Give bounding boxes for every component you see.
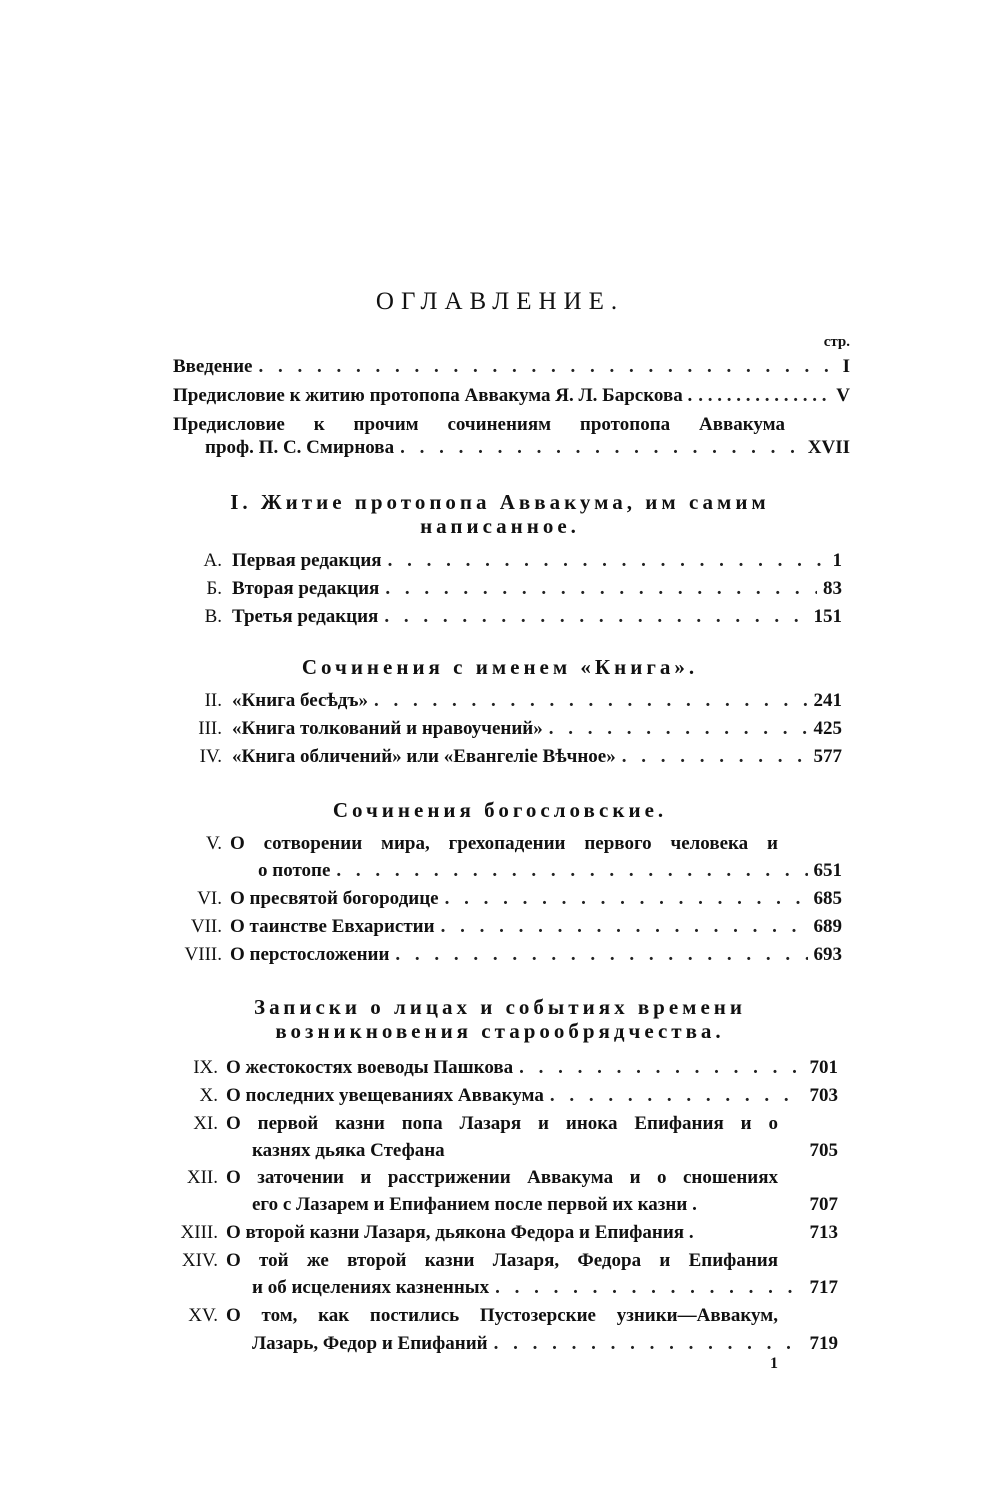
entry-page: 705 bbox=[809, 1140, 838, 1161]
page-column-header: стр. bbox=[823, 334, 850, 350]
section-heading-line2: возникновения старообрядчества. bbox=[275, 1019, 725, 1043]
entry-page: 713 bbox=[809, 1222, 838, 1243]
section-heading-notes bbox=[150, 995, 850, 1043]
entry-title: О последних увещеваниях Аввакума bbox=[226, 1085, 544, 1106]
entry-page: XVII bbox=[807, 437, 850, 458]
leader-dots bbox=[336, 860, 807, 882]
toc-entry-second-execution[interactable] bbox=[226, 1222, 838, 1244]
entry-page: 1 bbox=[832, 550, 842, 571]
leader-dots bbox=[622, 746, 808, 768]
entry-title: Вторая редакция bbox=[232, 578, 380, 599]
leader-dots bbox=[698, 385, 830, 407]
entry-page: 701 bbox=[809, 1057, 838, 1078]
toc-entry-exhortations[interactable] bbox=[226, 1085, 838, 1107]
entry-page: 707 bbox=[809, 1194, 838, 1215]
toc-entry-theotokos[interactable] bbox=[230, 888, 842, 910]
entry-number: III. bbox=[198, 718, 222, 739]
toc-entry-third-edition[interactable] bbox=[232, 606, 842, 628]
toc-entry-book-interpretations[interactable] bbox=[232, 718, 842, 740]
entry-title: и об исцелениях казненных bbox=[252, 1277, 490, 1298]
entry-number: VI. bbox=[197, 888, 222, 909]
signature-mark: 1 bbox=[770, 1355, 778, 1372]
entry-number: Б. bbox=[206, 578, 222, 599]
entry-number: VIII. bbox=[184, 944, 222, 965]
toc-entry-healings-line1[interactable]: О той же второй казни Лазаря, Федора и Епифания bbox=[226, 1250, 778, 1271]
toc-entry-introduction[interactable] bbox=[173, 356, 850, 378]
entry-number: V. bbox=[205, 833, 222, 854]
leader-dots bbox=[388, 550, 827, 572]
leader-dots bbox=[385, 578, 817, 600]
entry-title: проф. П. С. Смирнова bbox=[205, 437, 395, 458]
entry-title: «Книга обличений» или «Евангеліе Вѣчное» bbox=[232, 746, 616, 767]
entry-number: IV. bbox=[199, 746, 222, 767]
toc-entry-preface-barskov[interactable] bbox=[173, 385, 850, 407]
entry-number: А. bbox=[203, 550, 222, 571]
leader-dots bbox=[259, 356, 837, 378]
leader-dots bbox=[494, 1333, 804, 1355]
toc-entry-creation[interactable] bbox=[258, 860, 842, 882]
entry-title: Третья редакция bbox=[232, 606, 379, 627]
leader-dots bbox=[384, 606, 807, 628]
entry-number: IX. bbox=[193, 1057, 218, 1078]
entry-title: О жестокостях воеводы Пашкова bbox=[226, 1057, 514, 1078]
toc-entry-first-edition[interactable] bbox=[232, 550, 842, 572]
leader-dots bbox=[550, 1085, 804, 1107]
entry-title: Первая редакция bbox=[232, 550, 382, 571]
leader-dots bbox=[395, 944, 807, 966]
entry-title: «Книга бесѣдъ» bbox=[232, 690, 368, 711]
toc-entry-first-execution[interactable] bbox=[252, 1140, 838, 1162]
section-heading-line1: Записки о лицах и событиях времени bbox=[253, 995, 746, 1019]
toc-entry-first-execution-line1[interactable]: О первой казни попа Лазаря и инока Епифания и о bbox=[226, 1113, 778, 1134]
leader-dots bbox=[445, 888, 808, 910]
toc-entry-sign-of-cross[interactable] bbox=[230, 944, 842, 966]
leader-dots bbox=[549, 718, 808, 740]
toc-entry-book-conversations[interactable] bbox=[232, 690, 842, 712]
toc-entry-preface-smirnov-line1[interactable]: Предисловие к прочим сочинениям протопопа Аввакума bbox=[173, 414, 785, 435]
section-heading-books: Сочинения с именем «Книга». bbox=[301, 655, 699, 679]
toc-entry-fasting-line1[interactable]: О том, как постились Пустозерские узники—Аввакум, bbox=[226, 1305, 778, 1326]
section-heading-theological: Сочинения богословские. bbox=[332, 798, 668, 822]
toc-entry-creation-line1[interactable]: О сотворении мира, грехопадении первого человека и bbox=[230, 833, 778, 854]
entry-page: 425 bbox=[813, 718, 842, 739]
entry-page: 693 bbox=[813, 944, 842, 965]
entry-title: «Книга толкований и нравоучений» bbox=[232, 718, 543, 739]
toc-entry-eucharist[interactable] bbox=[230, 916, 842, 938]
entry-number: XIII. bbox=[180, 1222, 218, 1243]
entry-title: О пресвятой богородице bbox=[230, 888, 439, 909]
entry-page: I bbox=[842, 356, 850, 377]
entry-title: О таинстве Евхаристии bbox=[230, 916, 435, 937]
leader-dots bbox=[495, 1277, 803, 1299]
toc-entry-pashkov[interactable] bbox=[226, 1057, 838, 1079]
entry-page: 685 bbox=[813, 888, 842, 909]
entry-title: Введение bbox=[173, 356, 253, 377]
entry-title: Лазарь, Федор и Епифаний bbox=[252, 1333, 488, 1354]
toc-entry-healings[interactable] bbox=[252, 1277, 838, 1299]
entry-page: 719 bbox=[809, 1333, 838, 1354]
entry-number: XV. bbox=[188, 1305, 218, 1326]
entry-page: 703 bbox=[809, 1085, 838, 1106]
entry-number: XII. bbox=[186, 1167, 218, 1188]
entry-page: 83 bbox=[823, 578, 842, 599]
leader-dots bbox=[400, 437, 802, 459]
section-heading-line2: написанное. bbox=[420, 514, 580, 538]
leader-dots bbox=[519, 1057, 803, 1079]
entry-page: 151 bbox=[813, 606, 842, 627]
toc-entry-preface-smirnov[interactable] bbox=[205, 437, 850, 459]
entry-title: Предисловие к житию протопопа Аввакума Я. Л. Барскова . bbox=[173, 385, 693, 406]
toc-entry-imprisonment-line1[interactable]: О заточении и расстрижении Аввакума и о сношениях bbox=[226, 1167, 778, 1188]
toc-entry-imprisonment[interactable] bbox=[252, 1194, 838, 1216]
entry-number: VII. bbox=[190, 916, 222, 937]
entry-page: 717 bbox=[809, 1277, 838, 1298]
toc-entry-fasting[interactable] bbox=[252, 1333, 838, 1355]
leader-dots bbox=[441, 916, 808, 938]
page-title: ОГЛАВЛЕНИЕ. bbox=[375, 288, 625, 315]
entry-number: XIV. bbox=[181, 1250, 218, 1271]
leader-dots bbox=[374, 690, 808, 712]
toc-entry-second-edition[interactable] bbox=[232, 578, 842, 600]
entry-page: V bbox=[836, 385, 850, 406]
section-heading-life bbox=[150, 490, 850, 538]
entry-number: XI. bbox=[193, 1113, 218, 1134]
entry-title: о потопе bbox=[258, 860, 331, 881]
entry-page: 651 bbox=[813, 860, 842, 881]
entry-title: О второй казни Лазаря, дьякона Федора и Епифания . bbox=[226, 1222, 694, 1243]
entry-number: X. bbox=[199, 1085, 218, 1106]
section-heading-line1: I. Житие протопопа Аввакума, им самим bbox=[230, 490, 770, 514]
entry-page: 241 bbox=[813, 690, 842, 711]
entry-number: В. bbox=[204, 606, 222, 627]
entry-page: 689 bbox=[813, 916, 842, 937]
toc-entry-book-denunciations[interactable] bbox=[232, 746, 842, 768]
entry-title: его с Лазарем и Епифанием после первой их казни . bbox=[252, 1194, 697, 1215]
entry-page: 577 bbox=[813, 746, 842, 767]
entry-number: II. bbox=[204, 690, 222, 711]
entry-title: казнях дьяка Стефана bbox=[252, 1140, 445, 1161]
entry-title: О перстосложении bbox=[230, 944, 390, 965]
